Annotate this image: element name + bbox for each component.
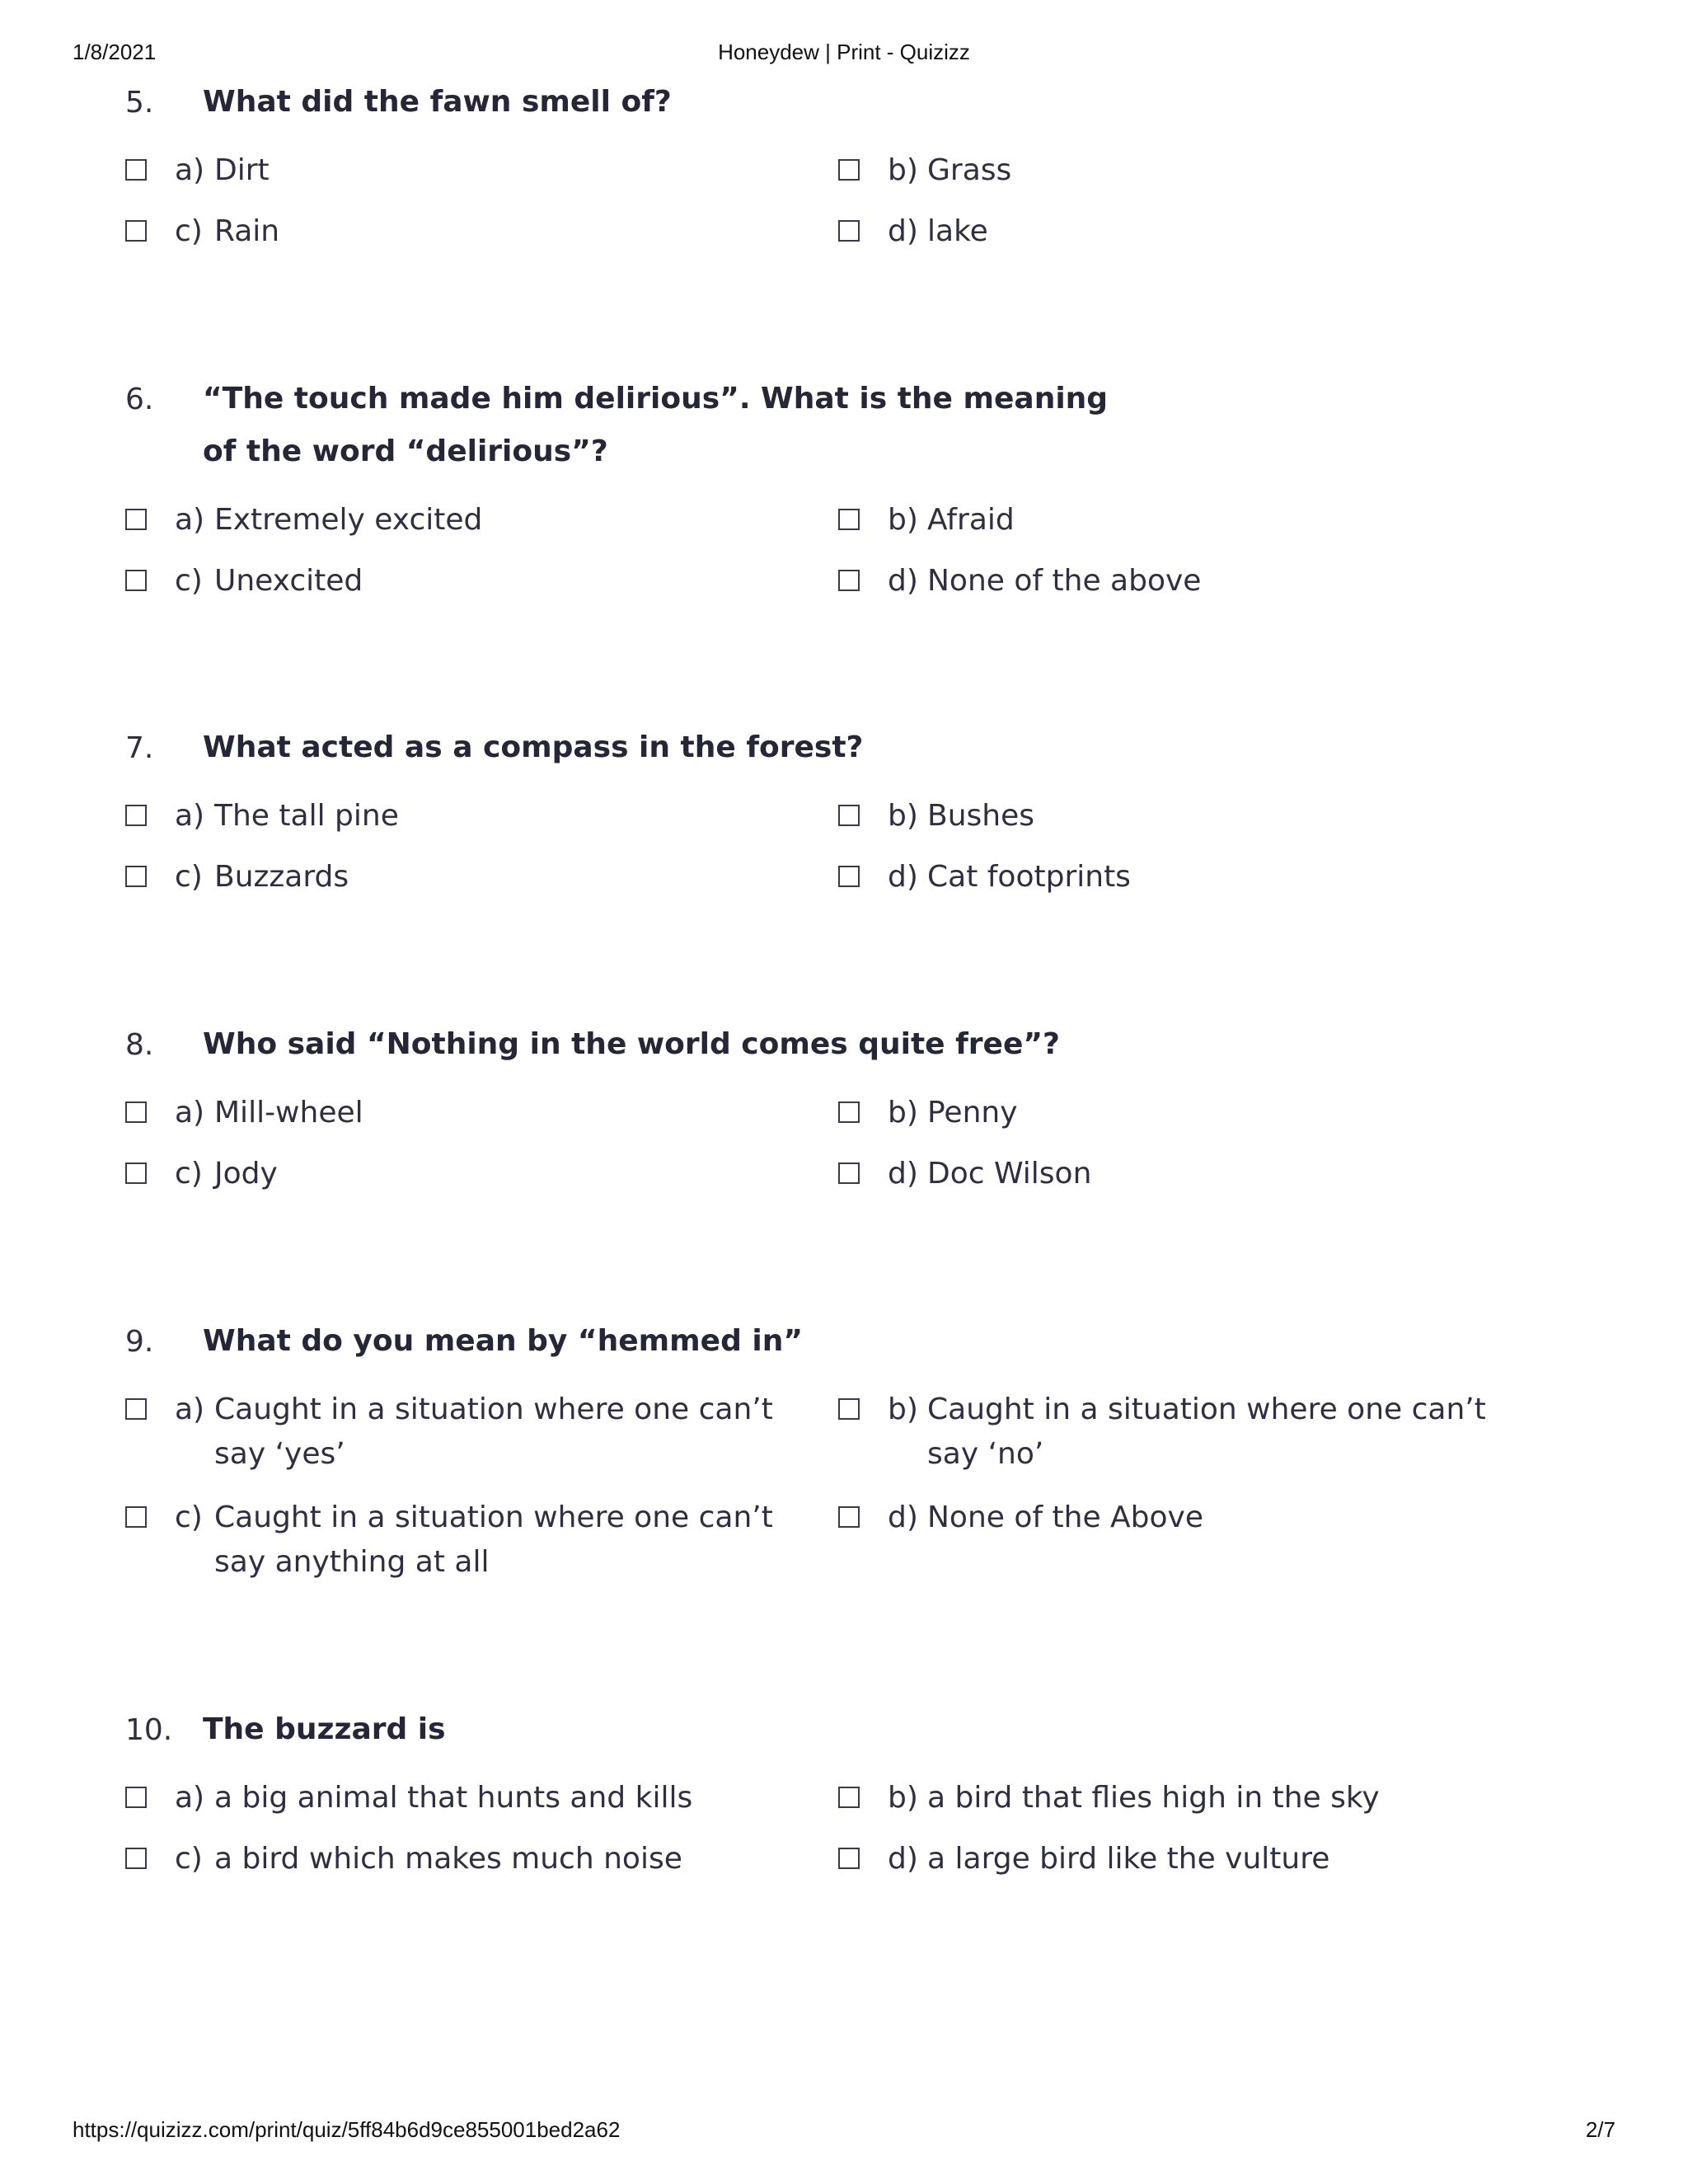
option-letter: b): [888, 1393, 918, 1426]
option-letter: c): [175, 564, 203, 598]
checkbox[interactable]: [838, 1787, 860, 1808]
question-number: 9.: [125, 1325, 154, 1359]
question-text: “The touch made him delirious”. What is the meaning of the word “delirious”?: [203, 382, 1109, 468]
option-text: a bird which makes much noise: [214, 1842, 682, 1876]
option-text: Afraid: [927, 503, 1015, 537]
question-text: What do you mean by “hemmed in”: [203, 1324, 803, 1358]
question-text: Who said “Nothing in the world comes quite free”?: [203, 1027, 1060, 1061]
option-letter: a): [175, 1781, 205, 1815]
option-letter: c): [175, 214, 203, 248]
question-number: 10.: [125, 1713, 173, 1747]
option-text: a large bird like the vulture: [927, 1842, 1330, 1876]
option-letter: d): [888, 860, 918, 894]
option-letter: d): [888, 1501, 918, 1534]
checkbox[interactable]: [125, 220, 147, 242]
checkbox[interactable]: [125, 570, 147, 591]
option-text: None of the Above: [927, 1501, 1203, 1534]
checkbox[interactable]: [125, 1398, 147, 1420]
checkbox[interactable]: [125, 1506, 147, 1528]
option-text: a bird that flies high in the sky: [927, 1781, 1380, 1815]
option-text: Caught in a situation where one can’t say ‘yes’: [214, 1393, 773, 1471]
option-letter: d): [888, 564, 918, 598]
checkbox[interactable]: [125, 805, 147, 826]
page-url: https://quizizz.com/print/quiz/5ff84b6d9ce855001bed2a62: [73, 2117, 621, 2142]
checkbox[interactable]: [125, 1101, 147, 1123]
option-text: The tall pine: [214, 799, 399, 833]
checkbox[interactable]: [838, 866, 860, 887]
checkbox[interactable]: [838, 509, 860, 530]
question-number: 7.: [125, 731, 154, 765]
print-header: [0, 40, 1688, 68]
option-letter: c): [175, 1157, 203, 1191]
option-text: Rain: [214, 214, 280, 248]
checkbox[interactable]: [125, 1787, 147, 1808]
option-letter: c): [175, 860, 203, 894]
option-text: Penny: [927, 1096, 1018, 1130]
checkbox[interactable]: [125, 1162, 147, 1184]
question-number: 8.: [125, 1028, 154, 1062]
option-letter: b): [888, 1096, 918, 1130]
option-text: Mill-wheel: [214, 1096, 363, 1130]
checkbox[interactable]: [838, 1848, 860, 1869]
checkbox[interactable]: [838, 1506, 860, 1528]
option-text: Dirt: [214, 153, 270, 187]
checkbox[interactable]: [838, 805, 860, 826]
option-text: Extremely excited: [214, 503, 483, 537]
option-text: Grass: [927, 153, 1012, 187]
option-letter: b): [888, 1781, 918, 1815]
option-text: Cat footprints: [927, 860, 1131, 894]
question-text: The buzzard is: [203, 1712, 446, 1746]
option-text: Caught in a situation where one can’t say ‘no’: [927, 1393, 1486, 1471]
option-letter: a): [175, 1393, 205, 1426]
option-text: Bushes: [927, 799, 1034, 833]
checkbox[interactable]: [838, 159, 860, 181]
option-letter: b): [888, 503, 918, 537]
option-letter: a): [175, 799, 205, 833]
question-text: What did the fawn smell of?: [203, 85, 672, 119]
option-text: Jody: [214, 1157, 278, 1191]
checkbox[interactable]: [125, 866, 147, 887]
option-letter: c): [175, 1842, 203, 1876]
option-letter: d): [888, 1157, 918, 1191]
checkbox[interactable]: [838, 1162, 860, 1184]
question-number: 5.: [125, 86, 154, 120]
option-letter: a): [175, 1096, 205, 1130]
option-letter: b): [888, 799, 918, 833]
option-text: Caught in a situation where one can’t say anything at all: [214, 1501, 773, 1579]
checkbox[interactable]: [125, 509, 147, 530]
option-letter: b): [888, 153, 918, 187]
option-text: Buzzards: [214, 860, 349, 894]
checkbox[interactable]: [125, 1848, 147, 1869]
option-letter: a): [175, 153, 205, 187]
option-text: Doc Wilson: [927, 1157, 1092, 1191]
option-text: a big animal that hunts and kills: [214, 1781, 693, 1815]
option-letter: d): [888, 214, 918, 248]
question-number: 6.: [125, 383, 154, 416]
checkbox[interactable]: [125, 159, 147, 181]
page-number: 2/7: [1585, 2117, 1615, 2142]
checkbox[interactable]: [838, 1101, 860, 1123]
checkbox[interactable]: [838, 570, 860, 591]
question-text: What acted as a compass in the forest?: [203, 730, 864, 764]
option-letter: d): [888, 1842, 918, 1876]
option-letter: a): [175, 503, 205, 537]
checkbox[interactable]: [838, 1398, 860, 1420]
option-text: None of the above: [927, 564, 1202, 598]
print-footer: [0, 2117, 1688, 2145]
document-title: Honeydew | Print - Quizizz: [718, 40, 970, 64]
checkbox[interactable]: [838, 220, 860, 242]
option-text: Unexcited: [214, 564, 363, 598]
print-date: 1/8/2021: [73, 40, 157, 64]
option-letter: c): [175, 1501, 203, 1534]
option-text: lake: [927, 214, 988, 248]
